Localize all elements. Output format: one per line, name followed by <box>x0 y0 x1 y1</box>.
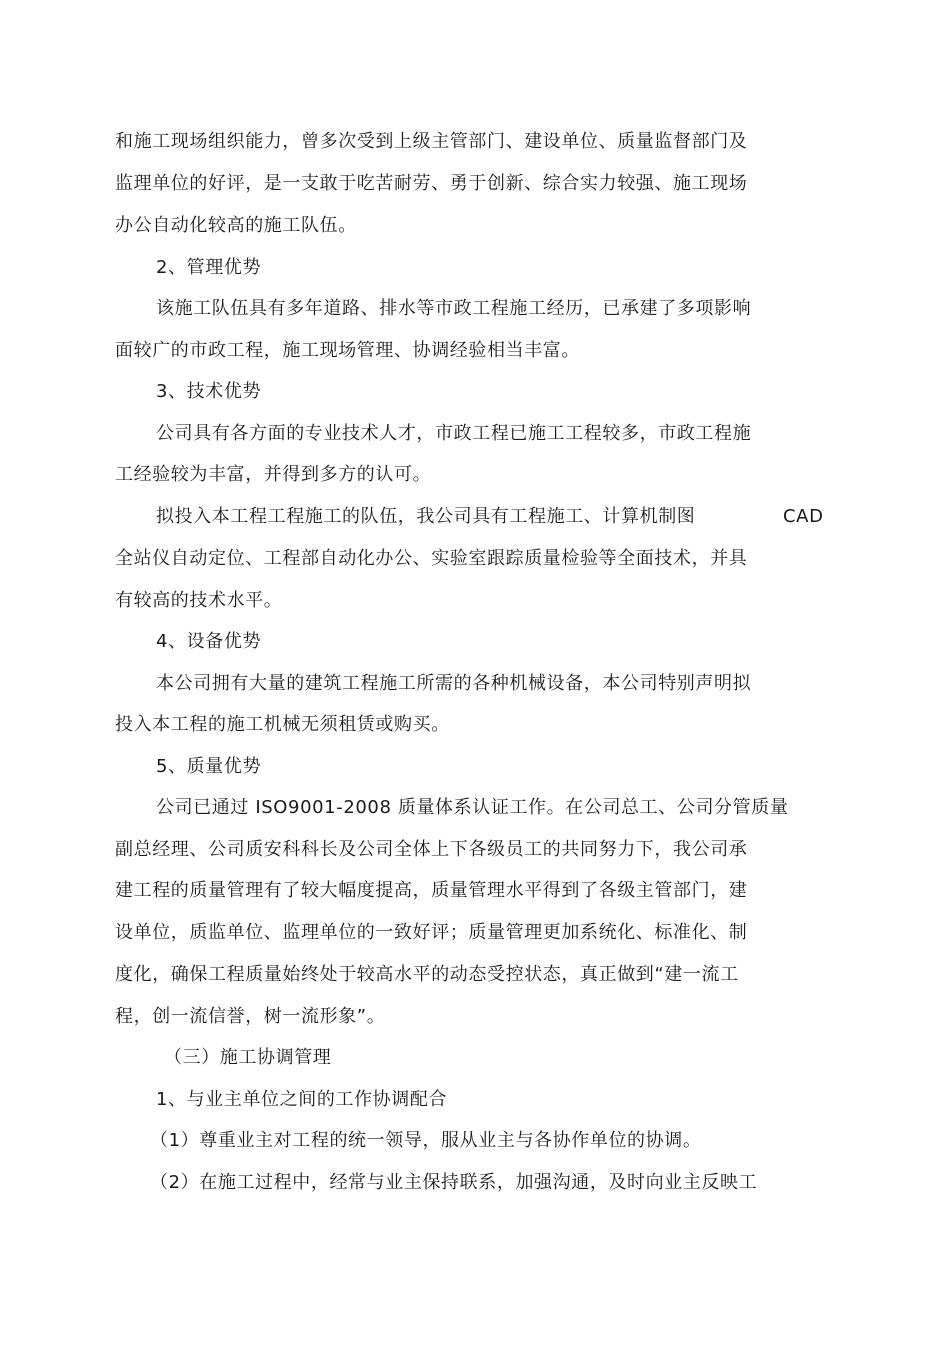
text-line: 副总经理、公司质安科科长及公司全体上下各级员工的共同努力下，我公司承 <box>115 839 748 860</box>
section-heading: 1、与业主单位之间的工作协调配合 <box>156 1089 448 1110</box>
text-line: 该施工队伍具有多年道路、排水等市政工程施工经历，已承建了多项影响 <box>156 298 752 319</box>
section-heading: 2、管理优势 <box>156 257 262 278</box>
cad-label: CAD <box>783 506 824 527</box>
text-line: 建工程的质量管理有了较大幅度提高，质量管理水平得到了各级主管部门，建 <box>115 880 748 901</box>
section-heading: （三）施工协调管理 <box>164 1047 332 1068</box>
text-line: 投入本工程的施工机械无须租赁或购买。 <box>115 714 450 735</box>
text-line: 公司具有各方面的专业技术人才，市政工程已施工工程较多，市政工程施 <box>156 423 752 444</box>
text-line: 工经验较为丰富，并得到多方的认可。 <box>115 464 432 485</box>
text-line: （1）尊重业主对工程的统一领导，服从业主与各协作单位的协调。 <box>150 1130 702 1151</box>
text-line: 监理单位的好评，是一支敢于吃苦耐劳、勇于创新、综合实力较强、施工现场 <box>115 173 748 194</box>
text-line: 面较广的市政工程，施工现场管理、协调经验相当丰富。 <box>115 340 580 361</box>
text-line: （2）在施工过程中，经常与业主保持联系，加强沟通，及时向业主反映工 <box>150 1172 758 1193</box>
text-line: 本公司拥有大量的建筑工程施工所需的各种机械设备，本公司特别声明拟 <box>156 673 752 694</box>
text-line: 和施工现场组织能力，曾多次受到上级主管部门、建设单位、质量监督部门及 <box>115 131 748 152</box>
text-line: 设单位，质监单位、监理单位的一致好评；质量管理更加系统化、标准化、制 <box>115 922 748 943</box>
text-line: 程，创一流信誉，树一流形象”。 <box>115 1006 386 1027</box>
text-line: 拟投入本工程工程施工的队伍，我公司具有工程施工、计算机制图 <box>156 506 696 527</box>
text-line: 全站仪自动定位、工程部自动化办公、实验室跟踪质量检验等全面技术，并具 <box>115 548 748 569</box>
section-heading: 5、质量优势 <box>156 756 262 777</box>
text-line: 有较高的技术水平。 <box>115 590 283 611</box>
text-line: 度化，确保工程质量始终处于较高水平的动态受控状态，真正做到“建一流工 <box>115 964 739 985</box>
section-heading: 4、设备优势 <box>156 631 262 652</box>
section-heading: 3、技术优势 <box>156 381 262 402</box>
text-line: 公司已通过 ISO9001-2008 质量体系认证工作。在公司总工、公司分管质量 <box>156 797 789 818</box>
text-line: 办公自动化较高的施工队伍。 <box>115 215 357 236</box>
